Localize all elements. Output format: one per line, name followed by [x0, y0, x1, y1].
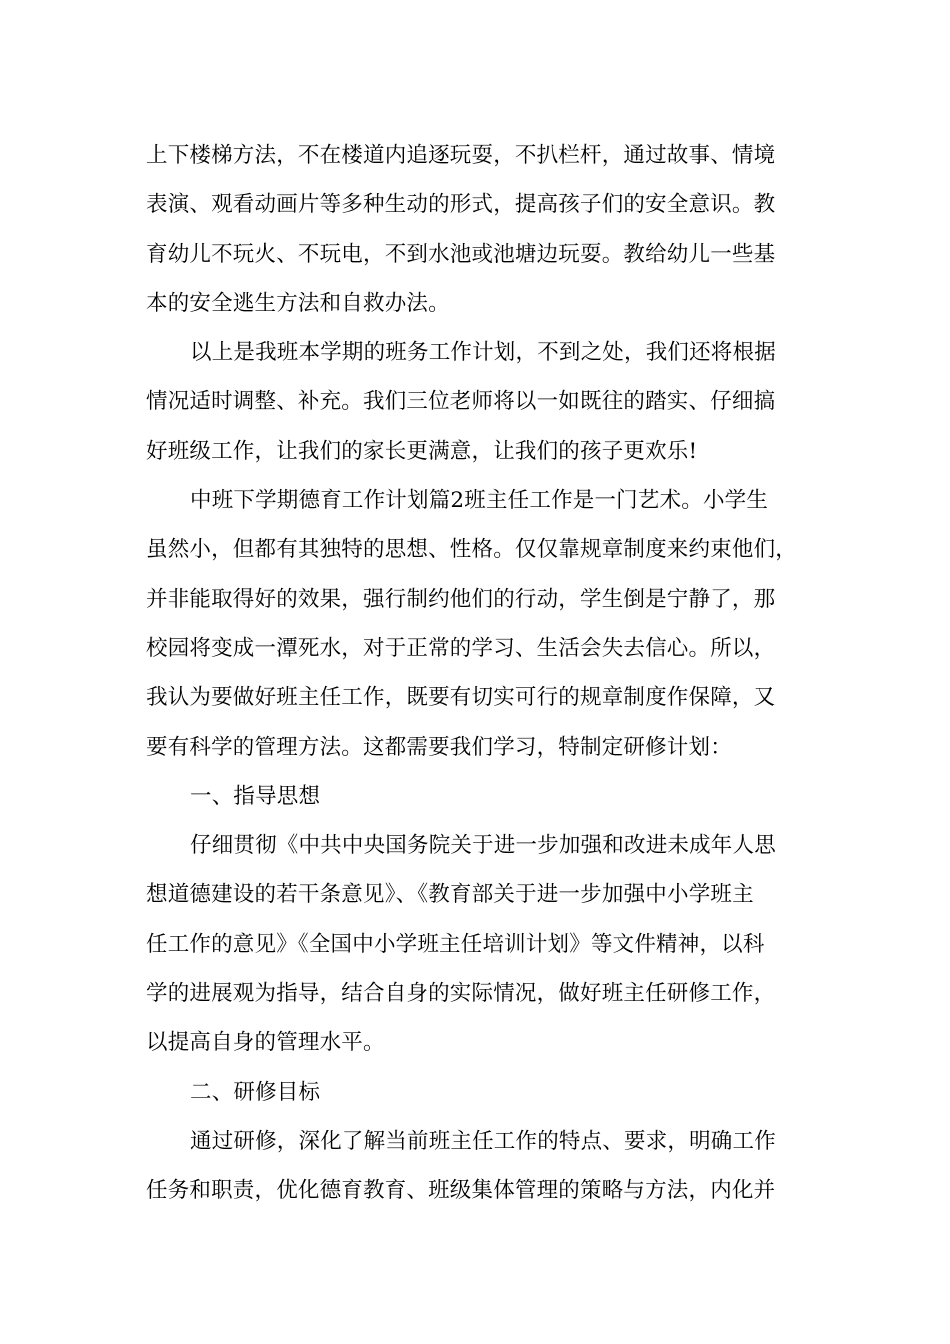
paragraph-start-line: 仔细贯彻《中共中央国务院关于进一步加强和改进未成年人思 [190, 833, 776, 859]
text-line: 想道德建设的若干条意见》、《教育部关于进一步加强中小学班主 [146, 882, 754, 908]
text-line: 并非能取得好的效果，强行制约他们的行动，学生倒是宁静了，那 [146, 586, 776, 612]
paragraph-start-line: 通过研修，深化了解当前班主任工作的特点、要求，明确工作 [190, 1128, 776, 1154]
text-line: 学的进展观为指导，结合自身的实际情况，做好班主任研修工作， [146, 981, 776, 1007]
text-line: 情况适时调整、补充。我们三位老师将以一如既往的踏实、仔细搞 [146, 389, 776, 415]
paragraph-start-line: 中班下学期德育工作计划篇2班主任工作是一门艺术。小学生 [190, 488, 769, 514]
text-line: 要有科学的管理方法。这都需要我们学习，特制定研修计划： [146, 734, 732, 760]
text-line: 任工作的意见》《全国中小学班主任培训计划》等文件精神，以科 [146, 931, 765, 957]
text-line: 虽然小，但都有其独特的思想、性格。仅仅靠规章制度来约束他们， [146, 537, 798, 563]
text-line: 育幼儿不玩火、不玩电，不到水池或池塘边玩耍。教给幼儿一些基 [146, 241, 776, 267]
text-line: 以提高自身的管理水平。 [146, 1030, 385, 1056]
text-line: 好班级工作，让我们的家长更满意，让我们的孩子更欢乐! [146, 438, 698, 464]
paragraph-start-line: 以上是我班本学期的班务工作计划，不到之处，我们还将根据 [190, 340, 776, 366]
text-line: 我认为要做好班主任工作，既要有切实可行的规章制度作保障，又 [146, 685, 776, 711]
text-line: 本的安全逃生方法和自救办法。 [146, 290, 450, 316]
text-line: 表演、观看动画片等多种生动的形式，提高孩子们的安全意识。教 [146, 192, 776, 218]
text-line: 任务和职责，优化德育教育、班级集体管理的策略与方法，内化并 [146, 1178, 776, 1204]
section-heading: 二、研修目标 [190, 1079, 321, 1105]
document-body [146, 131, 816, 1216]
text-line: 上下楼梯方法，不在楼道内追逐玩耍，不扒栏杆，通过故事、情境 [146, 143, 776, 168]
section-heading: 一、指导思想 [190, 783, 321, 809]
text-line: 校园将变成一潭死水，对于正常的学习、生活会失去信心。所以， [146, 635, 776, 661]
